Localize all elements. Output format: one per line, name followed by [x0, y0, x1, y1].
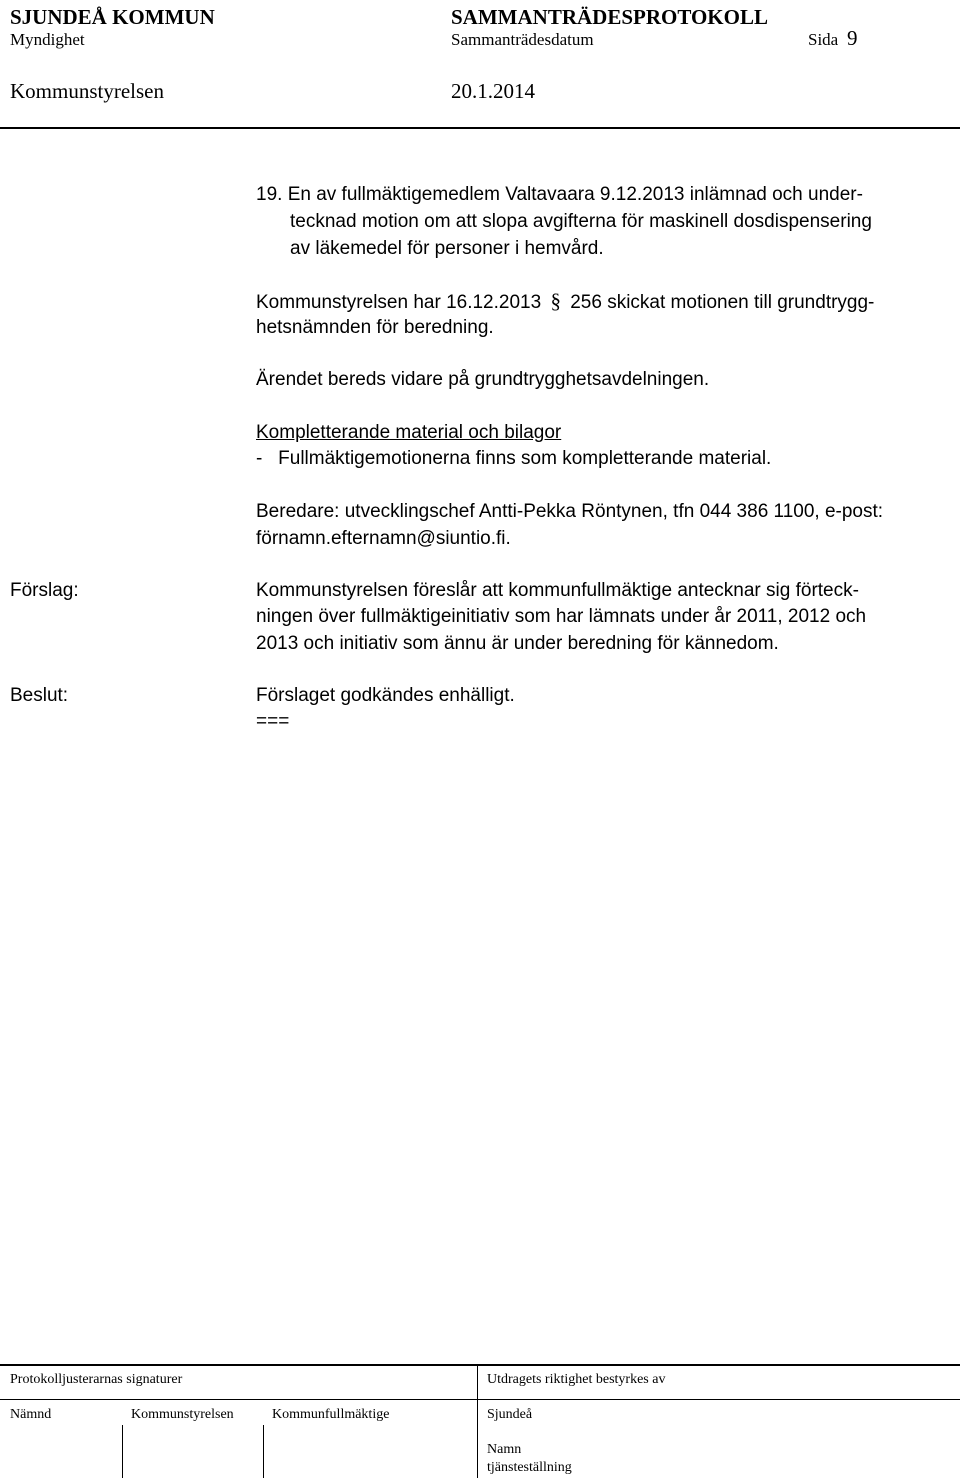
footer-top-rule	[0, 1364, 960, 1366]
position-label: tjänsteställning	[487, 1460, 572, 1475]
signatures-label: Protokolljusterarnas signaturer	[10, 1372, 183, 1387]
referral-text-after: 256 skickat motionen till grundtrygg-	[570, 292, 875, 313]
referral-text-before: Kommunstyrelsen har 16.12.2013	[256, 292, 542, 313]
footer-middle-rule	[0, 1399, 960, 1400]
decision-label: Beslut:	[10, 685, 69, 706]
authority-name: Kommunstyrelsen	[10, 79, 164, 103]
certified-label: Utdragets riktighet bestyrkes av	[487, 1372, 666, 1387]
referral-line-2: hetsnämnden för beredning.	[256, 317, 494, 338]
attachments-heading: Kompletterande material och bilagor	[256, 422, 562, 443]
page-number: 9	[847, 26, 858, 50]
municipality-name: SJUNDEÅ KOMMUN	[10, 5, 215, 29]
authority-label: Myndighet	[10, 30, 85, 49]
signature-divider-2	[263, 1425, 264, 1478]
decision-text: Förslaget godkändes enhälligt.	[256, 685, 515, 706]
meeting-date: 20.1.2014	[451, 79, 535, 103]
preparer-line-1: Beredare: utvecklingschef Antti-Pekka Röntynen, tfn 044 386 1100, e-post:	[256, 501, 884, 522]
name-label: Namn	[487, 1442, 522, 1457]
proposal-label: Förslag:	[10, 580, 79, 601]
referral-line-1	[256, 288, 874, 316]
item-19-line-1: 19. En av fullmäktigemedlem Valtavaara 9.12.2013 inlämnad och under-	[256, 184, 863, 205]
end-marker: ===	[256, 711, 290, 732]
item-19-line-3: av läkemedel för personer i hemvård.	[290, 238, 604, 259]
body-value-council: Kommunfullmäktige	[272, 1407, 390, 1422]
preparer-line-2: förnamn.efternamn@siuntio.fi.	[256, 528, 511, 549]
document-type: SAMMANTRÄDESPROTOKOLL	[451, 5, 768, 29]
certification-place: Sjundeå	[487, 1407, 533, 1422]
meeting-date-label: Sammanträdesdatum	[451, 30, 594, 49]
proposal-line-3: 2013 och initiativ som ännu är under beredning för kännedom.	[256, 633, 779, 654]
section-sign: §	[550, 289, 561, 313]
footer-center-divider	[477, 1364, 478, 1478]
attachments-item: - Fullmäktigemotionerna finns som kompletterande material.	[256, 448, 772, 469]
proposal-line-2: ningen över fullmäktigeinitiativ som har lämnats under år 2011, 2012 och	[256, 606, 867, 627]
signature-divider-1	[122, 1425, 123, 1478]
header-divider	[0, 127, 960, 129]
proposal-line-1: Kommunstyrelsen föreslår att kommunfullmäktige antecknar sig förteck-	[256, 580, 859, 601]
item-19-line-2: tecknad motion om att slopa avgifterna för maskinell dosdispensering	[290, 211, 872, 232]
page-label: Sida	[808, 30, 839, 49]
further-preparation-text: Ärendet bereds vidare på grundtrygghetsavdelningen.	[256, 369, 710, 390]
body-label: Nämnd	[10, 1407, 52, 1422]
body-value-board: Kommunstyrelsen	[131, 1407, 234, 1422]
